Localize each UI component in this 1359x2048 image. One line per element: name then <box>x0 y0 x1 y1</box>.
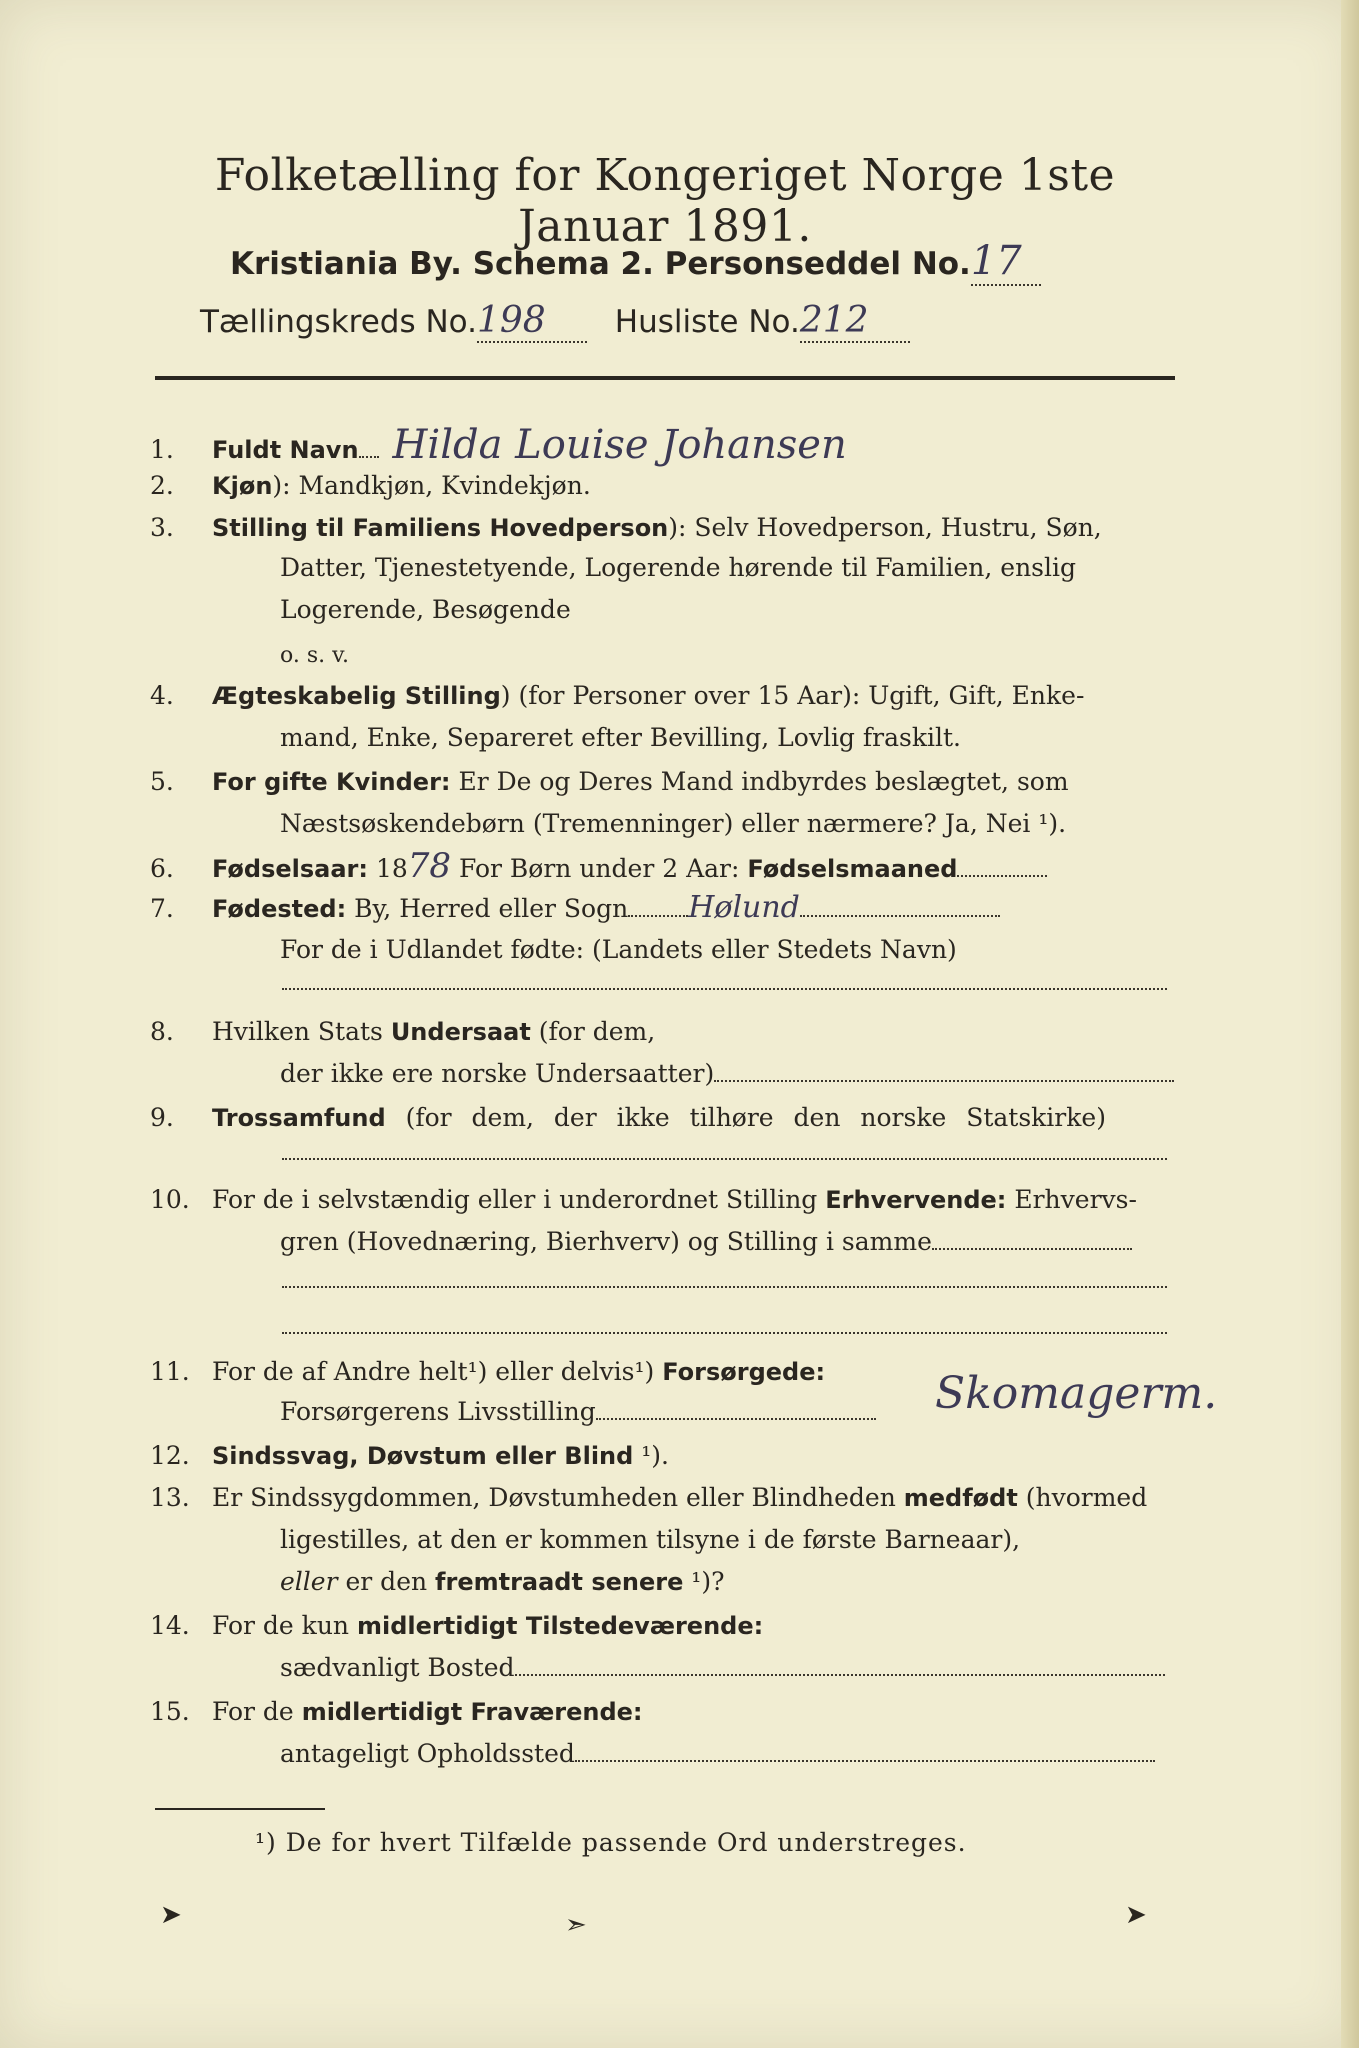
provider-occupation-value: Skomagerm. <box>935 1368 1218 1419</box>
form-title: Folketælling for Kongeriget Norge 1ste Januar 1891. <box>214 150 1116 252</box>
item-11-line2: Forsørgerens Livsstilling <box>280 1392 876 1432</box>
footnote: ¹) De for hvert Tilfælde passende Ord understreges. <box>255 1828 967 1857</box>
item-7-line2: For de i Udlandet fødte: (Landets eller Stedets Navn) <box>280 935 957 964</box>
birth-year-value: 78 <box>407 846 452 886</box>
item-3-line4: o. s. v. <box>280 643 349 668</box>
item-1: 1. Fuldt Navn Hilda Louise Johansen <box>150 422 847 468</box>
husliste-field <box>800 300 910 343</box>
form-subtitle-2 <box>200 300 910 343</box>
item-9: 9. Trossamfund (for dem, der ikke tilhøre den norske Statskirke) <box>150 1103 1106 1132</box>
item-3: 3. Stilling til Familiens Hovedperson): Selv Hovedperson, Hustru, Søn, <box>150 513 1102 542</box>
item-8-line2: der ikke ere norske Undersaatter) <box>280 1054 1174 1094</box>
item-7: 7. Fødested: By, Herred eller Sogn Hølund <box>150 888 1000 929</box>
item-2: 2. Kjøn): Mandkjøn, Kvindekjøn. <box>150 471 591 500</box>
kreds-field <box>477 300 587 343</box>
husliste-no: 212 <box>799 300 869 341</box>
item-4: 4. Ægteskabelig Stilling) (for Personer over 15 Aar): Ugift, Gift, Enke- <box>150 681 1085 710</box>
item-15: 15. For de midlertidigt Fraværende: <box>150 1697 643 1726</box>
subtitle-text: Kristiania By. Schema 2. Personseddel No. <box>230 246 971 282</box>
kreds-label: Tællingskreds No. <box>200 304 477 340</box>
item-8: 8. Hvilken Stats Undersaat (for dem, <box>150 1017 656 1046</box>
item-13: 13. Er Sindssygdommen, Døvstumheden eller Blindheden medfødt (hvormed <box>150 1483 1148 1512</box>
form-subtitle <box>230 238 1041 286</box>
item-13-line3: eller er den fremtraadt senere ¹)? <box>280 1567 725 1596</box>
corner-mark-left: ➤ <box>160 1900 182 1930</box>
header-rule <box>155 376 1175 380</box>
item-3-line3: Logerende, Besøgende <box>280 595 571 624</box>
full-name-value: Hilda Louise Johansen <box>392 422 847 468</box>
footnote-rule <box>155 1808 325 1810</box>
item-11: 11. For de af Andre helt¹) eller delvis¹) Forsørgede: <box>150 1357 826 1386</box>
page-edge <box>1341 0 1359 2048</box>
birthplace-value: Hølund <box>688 890 800 925</box>
personseddel-no: 17 <box>970 238 1022 284</box>
item-4-line2: mand, Enke, Separeret efter Bevilling, Lovlig fraskilt. <box>280 723 961 752</box>
item-14: 14. For de kun midlertidigt Tilstedeværende: <box>150 1611 764 1640</box>
item-10: 10. For de i selvstændig eller i underordnet Stilling Erhvervende: Erhvervs- <box>150 1185 1137 1214</box>
item-14-line2: sædvanligt Bosted <box>280 1648 1165 1688</box>
item-13-line2: ligestilles, at den er kommen tilsyne i de første Barneaar), <box>280 1525 1021 1554</box>
item-15-line2: antageligt Opholdssted <box>280 1734 1155 1774</box>
item-1-label: Fuldt Navn <box>212 436 359 464</box>
corner-mark-right: ➤ <box>1125 1900 1147 1930</box>
item-10-line2: gren (Hovednæring, Bierhverv) og Stilling i samme <box>280 1222 1132 1262</box>
husliste-label: Husliste No. <box>614 304 800 340</box>
item-12: 12. Sindssvag, Døvstum eller Blind ¹). <box>150 1441 669 1470</box>
item-6: 6. Fødselsaar: 1878 For Børn under 2 Aar: Fødselsmaaned <box>150 846 1047 889</box>
kreds-no: 198 <box>476 300 546 341</box>
personseddel-field <box>971 238 1041 286</box>
item-5: 5. For gifte Kvinder: Er De og Deres Mand indbyrdes beslægtet, som <box>150 767 1069 796</box>
item-3-line2: Datter, Tjenestetyende, Logerende hørende til Familien, enslig <box>280 553 1077 582</box>
item-5-line2: Næstsøskendebørn (Tremenninger) eller nærmere? Ja, Nei ¹). <box>280 809 1067 838</box>
corner-mark-center: ➣ <box>565 1910 587 1940</box>
